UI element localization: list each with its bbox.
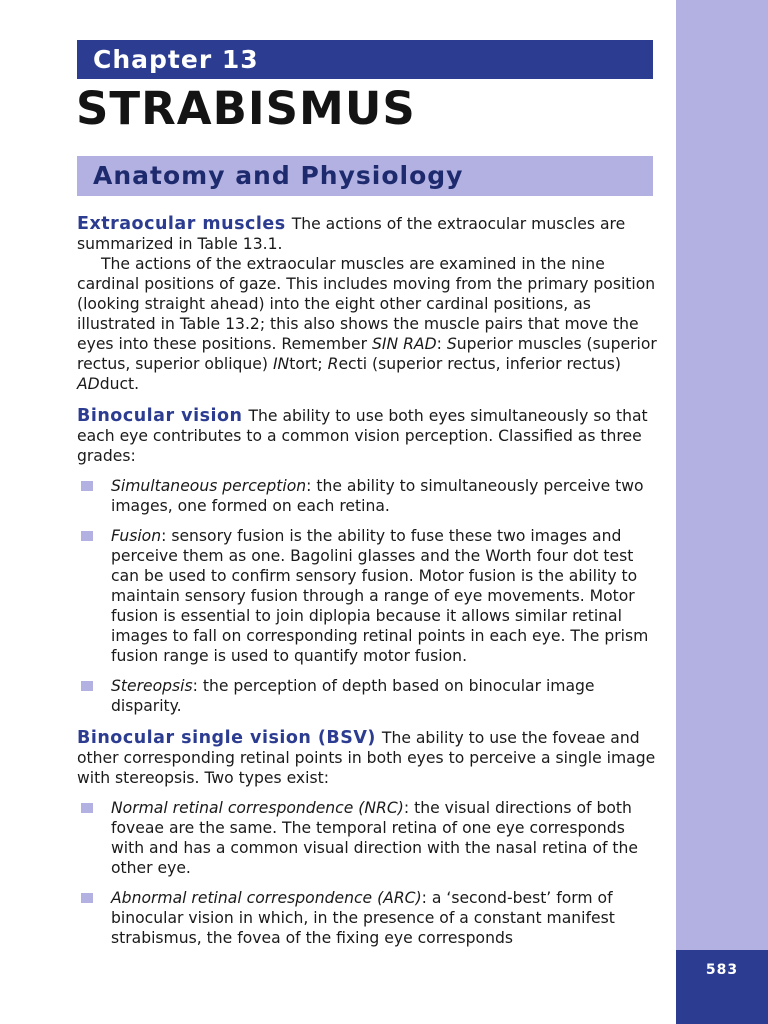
gaze-paragraph: The actions of the extraocular muscles are examined in the nine cardinal positions of gaze. This includes moving from the primary position (looking straight ahead) into the eight other cardinal positions, as illustrated in Table 13.2; this also shows the muscle pairs that move the eyes into these positions. Remember SIN RAD: Superior muscles (superior rectus, superior oblique) INtort; Recti (superior rectus, inferior rectus) ADduct.: [77, 255, 657, 393]
list-item: Fusion: sensory fusion is the ability to fuse these two images and perceive them as one. Bagolini glasses and the Worth four dot test can be used to confirm sensory fusion. Motor fusion is the ability to maintain sensory fusion through a range of eye movements. Motor fusion is essential to join diplopia because it allows similar retinal images to fall on corresponding retinal points in each eye. The prism fusion range is used to quantify motor fusion.: [77, 526, 657, 666]
bullet-square-icon: [81, 481, 93, 491]
page-number-tab: [676, 950, 768, 1024]
list-item: Stereopsis: the perception of depth based on binocular image disparity.: [77, 676, 657, 716]
list-item: Simultaneous perception: the ability to simultaneously perceive two images, one formed on each retina.: [77, 476, 657, 516]
mnemonic-sin-rad: SIN RAD: [371, 335, 437, 353]
binocular-grades-list: [77, 476, 657, 716]
chapter-label: Chapter 13: [77, 40, 653, 79]
sidebar-band: [676, 0, 768, 950]
bsv-heading: Binocular single vision (BSV): [77, 728, 376, 748]
list-item: Abnormal retinal correspondence (ARC): a ‘second-best’ form of binocular vision in which, in the presence of a constant manifest strabismus, the fovea of the fixing eye corresponds: [77, 888, 657, 948]
extraocular-heading: Extraocular muscles: [77, 214, 286, 234]
bullet-square-icon: [81, 531, 93, 541]
bsv-text: The ability to use the foveae and other corresponding retinal points in both eyes to perceive a single image with stereopsis. Two types exist:: [77, 729, 656, 787]
binocular-heading: Binocular vision: [77, 406, 243, 426]
page-number: 583: [705, 962, 739, 978]
bullet-square-icon: [81, 893, 93, 903]
bullet-square-icon: [81, 803, 93, 813]
extraocular-paragraph: [77, 214, 657, 254]
section-title: Anatomy and Physiology: [77, 156, 653, 196]
bsv-types-list: [77, 798, 657, 948]
extraocular-text: The actions of the extraocular muscles are summarized in Table 13.1.: [77, 215, 626, 253]
list-item: Normal retinal correspondence (NRC): the visual directions of both foveae are the same. The temporal retina of one eye corresponds with and has a common visual direction with the nasal retina of the other eye.: [77, 798, 657, 878]
bsv-paragraph: [77, 728, 657, 788]
binocular-text: The ability to use both eyes simultaneously so that each eye contributes to a common vision perception. Classified as three grades:: [77, 407, 648, 465]
binocular-paragraph: [77, 406, 657, 466]
chapter-title: STRABISMUS: [76, 82, 416, 135]
bullet-square-icon: [81, 681, 93, 691]
body-text: [77, 214, 657, 958]
